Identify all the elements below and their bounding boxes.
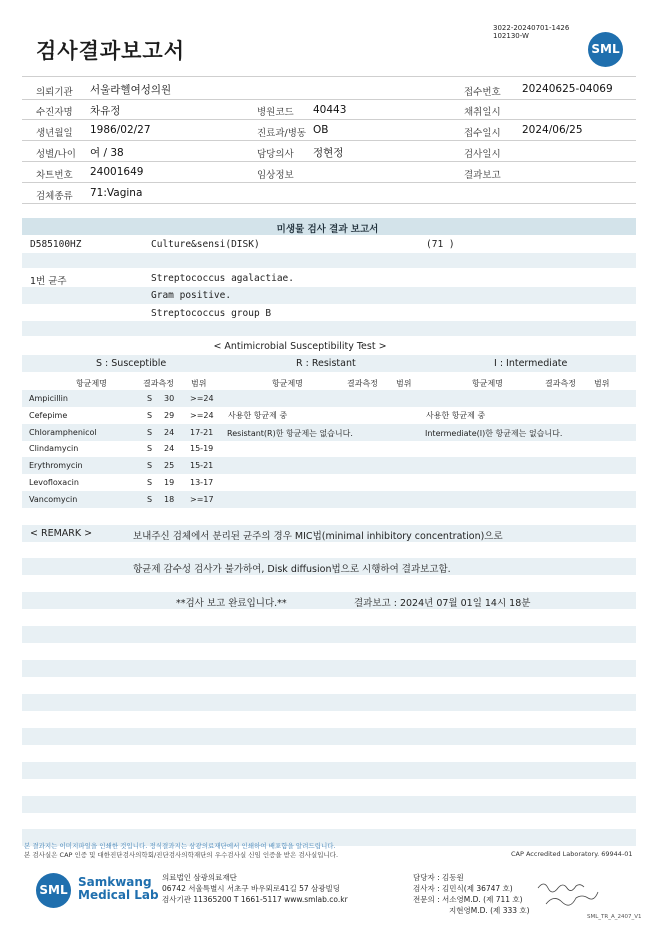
test-method-code: (71 )	[426, 239, 455, 250]
drug-result: S	[147, 478, 153, 487]
col-header-result: 결과측정	[347, 379, 378, 388]
drug-range: >=24	[190, 411, 214, 420]
intermediate-note-2: Intermediate(I)한 항균제는 없습니다.	[425, 429, 563, 438]
result-report-label: 결과보고	[464, 170, 501, 181]
hospital-value: 서울라헬여성의원	[90, 84, 172, 96]
col-header-range: 범위	[396, 379, 412, 388]
drug-range: 17-21	[190, 428, 214, 437]
doc-code-line-2: 102130-W	[493, 32, 529, 40]
legend-resistant: R : Resistant	[296, 358, 356, 369]
resistant-note-1: 사용한 항균제 중	[228, 411, 288, 420]
brand-line-1: Samkwang	[78, 875, 152, 889]
specimen-label: 검체종류	[36, 191, 73, 202]
drug-name: Ampicillin	[29, 394, 68, 403]
drug-value: 25	[164, 461, 175, 470]
doc-code	[493, 24, 569, 40]
col-header-drug: 항균제명	[472, 379, 503, 388]
test-method: Culture&sensi(DISK)	[151, 239, 260, 250]
footer-notice-2: 본 검사실은 CAP 인증 및 대한진단검사의학회/진단검사의학재단의 우수검사실 신임 인증을 받은 검사실입니다.	[24, 851, 339, 859]
receipt-no-label: 접수번호	[464, 87, 501, 98]
staff-line-3: 전문의 : 서소영M.D. (제 711 호)	[413, 895, 523, 904]
clinical-label: 임상정보	[257, 170, 294, 181]
isolate-line-2: Gram positive.	[151, 290, 232, 301]
col-header-result: 결과측정	[545, 379, 576, 388]
drug-result: S	[147, 411, 153, 420]
chart-no-value: 24001649	[90, 166, 144, 178]
dob-value: 1986/02/27	[90, 124, 151, 136]
drug-name: Levofloxacin	[29, 478, 79, 487]
drug-value: 24	[164, 428, 175, 437]
patient-label: 수진자명	[36, 107, 73, 118]
drug-name: Erythromycin	[29, 461, 83, 470]
test-code: D585100HZ	[30, 239, 82, 250]
receipt-date-label: 접수일시	[464, 128, 501, 139]
footer-notice-1: 본 결과지는 이미지파일을 인쇄한 것입니다. 정식결과지는 삼광의료재단에서 인쇄하여 배포함을 알려드립니다.	[24, 842, 336, 850]
drug-result: S	[147, 444, 153, 453]
report-complete: **검사 보고 완료입니다.**	[176, 598, 287, 609]
drug-name: Chloramphenicol	[29, 428, 97, 437]
doc-code-line-1: 3022-20240701-1426	[493, 24, 570, 32]
footer-logo: SML	[36, 873, 71, 908]
sex-age-value: 여 / 38	[90, 147, 124, 159]
drug-range: >=17	[190, 495, 214, 504]
receipt-no-value: 20240625-04069	[522, 83, 613, 95]
receipt-date-value: 2024/06/25	[522, 124, 583, 136]
hospital-label: 의뢰기관	[36, 87, 73, 98]
signature-1	[538, 884, 584, 892]
isolate-line-3: Streptococcus group B	[151, 308, 272, 319]
col-header-range: 범위	[191, 379, 207, 388]
dept-label: 진료과/병동	[257, 128, 307, 139]
col-header-drug: 항균제명	[272, 379, 303, 388]
col-header-result: 결과측정	[143, 379, 174, 388]
org-line-2: 06742 서울특별시 서초구 바우뫼로41길 57 삼광빌딩	[162, 884, 341, 893]
intermediate-note-1: 사용한 항균제 중	[426, 411, 486, 420]
staff-line-1: 담당자 : 김동원	[413, 873, 464, 882]
resistant-note-2: Resistant(R)한 항균제는 없습니다.	[227, 429, 353, 438]
signature-2	[546, 892, 598, 905]
collect-date-label: 채취일시	[464, 107, 501, 118]
ast-title: < Antimicrobial Susceptibility Test >	[213, 341, 387, 352]
org-line-1: 의료법인 삼광의료재단	[162, 873, 237, 882]
doctor-value: 정현정	[313, 147, 344, 159]
sml-logo: SML	[588, 32, 623, 67]
dob-label: 생년월일	[36, 128, 73, 139]
staff-line-4: 지현영M.D. (제 333 호)	[449, 906, 530, 915]
dept-value: OB	[313, 124, 329, 136]
remark-label: < REMARK >	[30, 528, 93, 539]
ward-code-label: 병원코드	[257, 107, 294, 118]
drug-result: S	[147, 394, 153, 403]
sex-age-label: 성별/나이	[36, 149, 76, 160]
ward-code-value: 40443	[313, 104, 347, 116]
chart-no-label: 차트번호	[36, 170, 73, 181]
patient-value: 차유정	[90, 105, 121, 117]
drug-value: 24	[164, 444, 175, 453]
drug-range: 15-21	[190, 461, 214, 470]
remark-line-1: 보내주신 검체에서 분리된 균주의 경우 MIC법(minimal inhibitory concentration)으로	[133, 531, 503, 542]
org-line-3: 검사기관 11365200 T 1661-5117 www.smlab.co.kr	[162, 895, 348, 904]
isolate-line-1: Streptococcus agalactiae.	[151, 273, 294, 284]
cap-accreditation: CAP Accredited Laboratory. 69944-01	[511, 850, 633, 858]
brand-name	[78, 876, 159, 902]
report-time: 결과보고 : 2024년 07월 01일 14시 18분	[354, 598, 531, 609]
drug-value: 30	[164, 394, 175, 403]
drug-range: 15-19	[190, 444, 214, 453]
org-info	[162, 872, 348, 905]
drug-range: 13-17	[190, 478, 214, 487]
drug-value: 18	[164, 495, 175, 504]
isolate-label: 1번 균주	[30, 276, 67, 287]
drug-range: >=24	[190, 394, 214, 403]
legend-susceptible: S : Susceptible	[96, 358, 167, 369]
drug-value: 29	[164, 411, 175, 420]
page-title: 검사결과보고서	[36, 39, 186, 63]
drug-name: Clindamycin	[29, 444, 79, 453]
drug-result: S	[147, 495, 153, 504]
staff-info	[413, 872, 530, 916]
drug-name: Vancomycin	[29, 495, 78, 504]
drug-result: S	[147, 428, 153, 437]
drug-result: S	[147, 461, 153, 470]
test-date-label: 검사일시	[464, 149, 501, 160]
legend-intermediate: I : Intermediate	[494, 358, 568, 369]
drug-value: 19	[164, 478, 175, 487]
col-header-drug: 항균제명	[76, 379, 107, 388]
form-code: SML_TR_A_2407_V1	[587, 914, 642, 920]
col-header-range: 범위	[594, 379, 610, 388]
drug-name: Cefepime	[29, 411, 68, 420]
staff-line-2: 검사자 : 김민식(제 36747 호)	[413, 884, 513, 893]
doctor-label: 담당의사	[257, 149, 294, 160]
specimen-value: 71:Vagina	[90, 187, 143, 199]
report-heading: 미생물 검사 결과 보고서	[276, 224, 379, 235]
signatures	[536, 880, 616, 910]
brand-line-2: Medical Lab	[78, 888, 159, 902]
remark-line-2: 항균제 감수성 검사가 불가하여, Disk diffusion법으로 시행하여 결과보고함.	[133, 564, 451, 575]
